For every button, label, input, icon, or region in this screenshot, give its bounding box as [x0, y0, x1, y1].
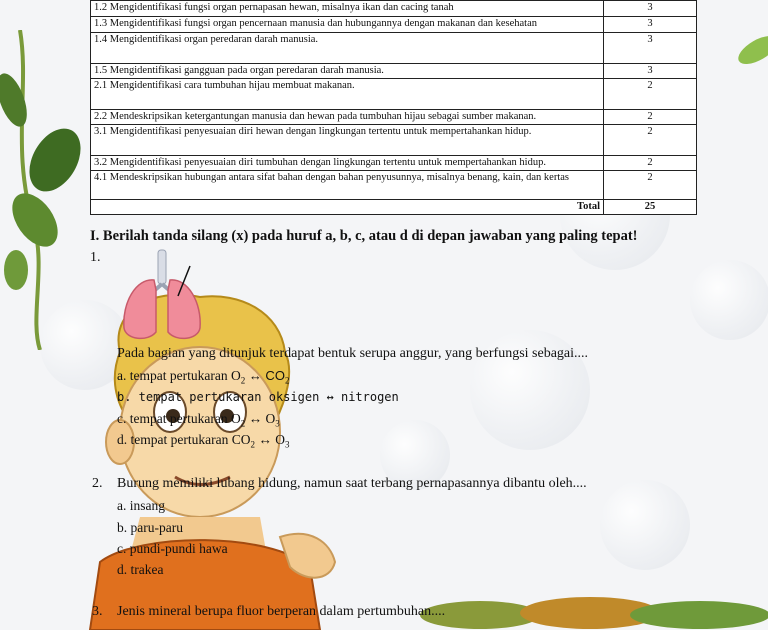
competency-cell: 3.1 Mengidentifikasi penyesuaian diri hewan dengan lingkungan tertentu untuk mempertahankan hidup.: [91, 125, 604, 156]
total-label: Total: [91, 200, 604, 215]
competency-cell: 2.2 Mendeskripsikan ketergantungan manusia dan hewan pada tumbuhan hijau sebagai sumber makanan.: [91, 110, 604, 125]
competency-cell: 4.1 Mendeskripsikan hubungan antara sifat bahan dengan bahan penyusunnya, misalnya benang, kain, dan kertas: [91, 171, 604, 200]
option-c[interactable]: c. pundi-pundi hawa: [117, 541, 228, 556]
question-count-cell: 3: [604, 1, 697, 17]
question-number: 3.: [92, 604, 103, 619]
option-c[interactable]: c. tempat pertukaran $O_2$ ↔ $O_3$: [117, 411, 280, 429]
competency-cell: 1.5 Mengidentifikasi gangguan pada organ peredaran darah manusia.: [91, 64, 604, 79]
competency-cell: 1.4 Mengidentifikasi organ peredaran darah manusia.: [91, 33, 604, 64]
competency-cell: 2.1 Mengidentifikasi cara tumbuhan hijau membuat makanan.: [91, 79, 604, 110]
question-count-cell: 2: [604, 79, 697, 110]
option-a[interactable]: a. tempat pertukaran $O_2$ ↔ $CO_2$: [117, 368, 290, 386]
option-b[interactable]: b. tempat pertukaran oksigen ↔ nitrogen: [117, 390, 399, 404]
background-bubble: [690, 260, 768, 340]
option-d[interactable]: d. tempat pertukaran $CO_2$ ↔ $O_3$: [117, 432, 290, 450]
question-count-cell: 3: [604, 64, 697, 79]
table-total-row: [91, 200, 697, 215]
table-row: [91, 79, 697, 110]
option-a[interactable]: a. insang: [117, 498, 165, 513]
total-value: 25: [604, 200, 697, 215]
option-b[interactable]: b. paru-paru: [117, 520, 183, 535]
section-instruction: I. Berilah tanda silang (x) pada huruf a, b, c, atau d di depan jawaban yang paling tepat!: [90, 228, 638, 244]
question-count-cell: 2: [604, 125, 697, 156]
table-row: [91, 64, 697, 79]
question-count-cell: 3: [604, 33, 697, 64]
table-row: [91, 156, 697, 171]
lungs-diagram: [118, 248, 208, 343]
leaf-vine-illustration: [0, 30, 90, 350]
question-count-cell: 3: [604, 17, 697, 33]
question-number: 1.: [90, 250, 101, 265]
question-number: 2.: [92, 476, 103, 491]
question-text: Burung memiliki lubang hidung, namun saat terbang pernapasannya dibantu oleh....: [117, 476, 587, 491]
table-row: [91, 33, 697, 64]
table-row: [91, 1, 697, 17]
table-row: [91, 125, 697, 156]
grass-foliage-illustration: [420, 585, 768, 630]
competency-table: [90, 0, 697, 215]
question-count-cell: 2: [604, 171, 697, 200]
corner-leaf-icon: [718, 30, 768, 70]
question-count-cell: 2: [604, 156, 697, 171]
question-text: Jenis mineral berupa fluor berperan dalam pertumbuhan....: [117, 604, 446, 619]
competency-cell: 1.3 Mengidentifikasi fungsi organ pencernaan manusia dan hubungannya dengan makanan dan kesehatan: [91, 17, 604, 33]
table-row: [91, 17, 697, 33]
option-d[interactable]: d. trakea: [117, 562, 164, 577]
table-row: [91, 110, 697, 125]
competency-cell: 1.2 Mengidentifikasi fungsi organ pernapasan hewan, misalnya ikan dan cacing tanah: [91, 1, 604, 17]
question-text: Pada bagian yang ditunjuk terdapat bentuk serupa anggur, yang berfungsi sebagai....: [117, 346, 589, 361]
question-count-cell: 2: [604, 110, 697, 125]
background-bubble: [600, 480, 690, 570]
table-row: [91, 171, 697, 200]
competency-cell: 3.2 Mengidentifikasi penyesuaian diri tumbuhan dengan lingkungan tertentu untuk mempertahankan hidup.: [91, 156, 604, 171]
